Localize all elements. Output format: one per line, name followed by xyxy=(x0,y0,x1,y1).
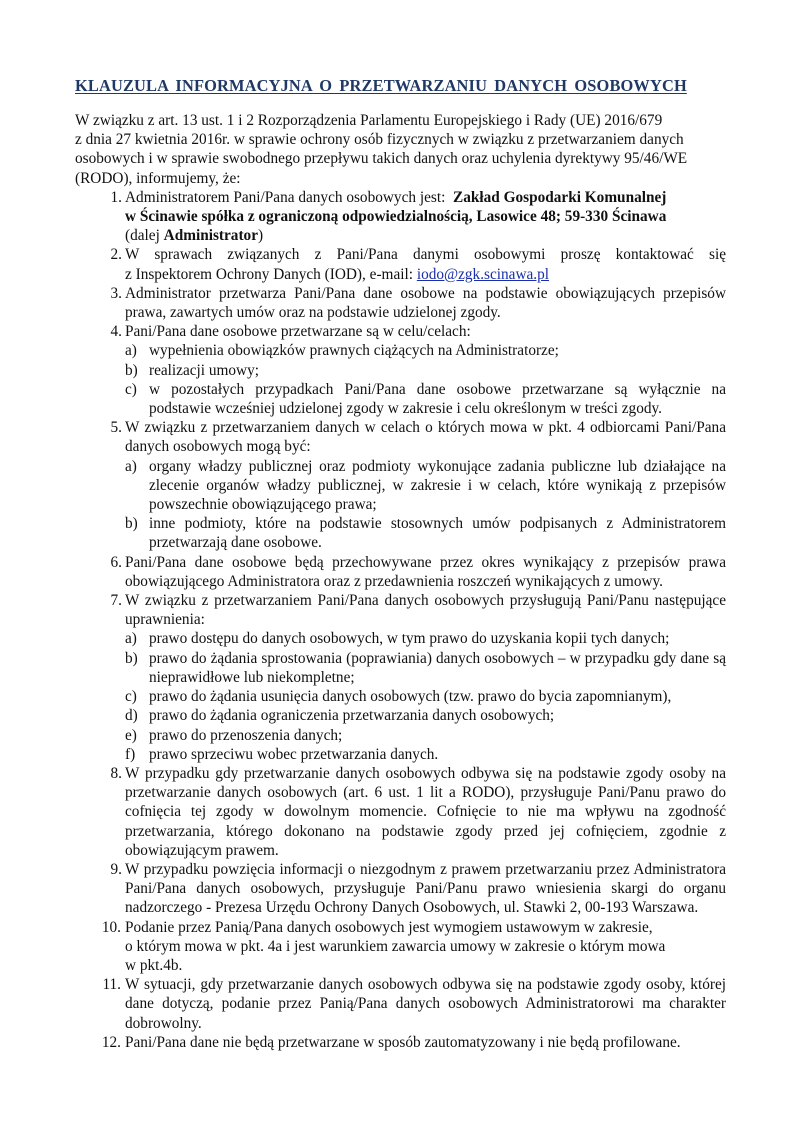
item-line xyxy=(125,188,726,207)
administrator-label: Administratorem Pani/Pana danych osobowych jest: xyxy=(125,188,446,206)
clause-list xyxy=(75,188,726,1052)
sub-item xyxy=(125,629,726,648)
item-number: 2. xyxy=(110,246,122,264)
clause-item-2 xyxy=(75,245,726,283)
sub-item xyxy=(125,457,726,515)
item-number: 10. xyxy=(101,918,121,936)
clause-item-11 xyxy=(75,975,726,1033)
sub-list xyxy=(125,629,726,763)
clause-item-5 xyxy=(75,418,726,552)
sub-item xyxy=(125,745,726,764)
item-line: W sprawach związanych z Pani/Pana danymi osobowymi proszę kontaktować się xyxy=(125,246,726,264)
sub-item xyxy=(125,706,726,725)
item-text: Pani/Pana dane osobowe przetwarzane są w celu/celach: xyxy=(125,323,471,341)
clause-item-6 xyxy=(75,553,726,591)
sub-text: organy władzy publicznej oraz podmioty wykonujące zadania publiczne lub działające na zlecenie organów władzy publicznej, w zakresie i w celach, które wynikają z przepisów powszechnie obowiązującego prawa; xyxy=(149,457,726,514)
sub-text: prawo do żądania ograniczenia przetwarzania danych osobowych; xyxy=(149,707,555,725)
document-title: KLAUZULA INFORMACYJNA O PRZETWARZANIU DANYCH OSOBOWYCH xyxy=(75,76,687,95)
clause-item-12 xyxy=(75,1033,726,1052)
sub-text: prawo sprzeciwu wobec przetwarzania danych. xyxy=(149,745,439,763)
sub-text: prawo dostępu do danych osobowych, w tym prawo do uzyskania kopii tych danych; xyxy=(149,630,670,648)
item-line xyxy=(125,226,726,245)
sub-letter: b) xyxy=(125,361,138,379)
item-line xyxy=(125,265,726,284)
clause-item-4 xyxy=(75,322,726,418)
item-number: 11. xyxy=(102,976,121,994)
sub-letter: c) xyxy=(125,380,137,398)
item-number: 6. xyxy=(110,553,122,571)
sub-text: wypełnienia obowiązków prawnych ciążących na Administratorze; xyxy=(149,342,559,360)
sub-list xyxy=(125,341,726,418)
dalej-prefix: (dalej xyxy=(125,227,164,245)
iod-label: z Inspektorem Ochrony Danych (IOD), e-mail: xyxy=(125,265,417,283)
sub-letter: d) xyxy=(125,707,138,725)
sub-letter: a) xyxy=(125,457,137,475)
item-number: 5. xyxy=(110,419,122,437)
item-text: W przypadku powzięcia informacji o niezgodnym z prawem przetwarzaniu przez Administratora Pani/Pana danych osobowych, przysługuje Pani/Panu prawo wniesienia skargi do organu nadzorczego - Prezesa Urzędu Ochrony Danych Osobowych, ul. Stawki 2, 00-193 Warszawa. xyxy=(125,860,726,917)
company-address: w Ścinawie spółka z ograniczoną odpowiedzialnością, Lasowice 48; 59-330 Ścinawa xyxy=(125,208,667,226)
item-text: Pani/Pana dane nie będą przetwarzane w sposób zautomatyzowany i nie będą profilowane. xyxy=(125,1033,681,1051)
item-text: W związku z przetwarzaniem Pani/Pana danych osobowych przysługują Pani/Panu następujące uprawnienia: xyxy=(125,592,726,629)
sub-letter: a) xyxy=(125,342,137,360)
item-line: Podanie przez Panią/Pana danych osobowych jest wymogiem ustawowym w zakresie, xyxy=(125,918,653,936)
administrator-term: Administrator xyxy=(163,227,258,245)
item-line: o którym mowa w pkt. 4a i jest warunkiem zawarcia umowy w zakresie o którym mowa xyxy=(125,937,666,955)
item-number: 9. xyxy=(110,860,122,878)
sub-letter: a) xyxy=(125,630,137,648)
sub-item xyxy=(125,341,726,360)
intro-line: z dnia 27 kwietnia 2016r. w sprawie ochrony osób fizycznych w związku z przetwarzaniem danych xyxy=(75,131,684,149)
sub-text: w pozostałych przypadkach Pani/Pana dane osobowe przetwarzane są wyłącznie na podstawie wcześniej udzielonej zgody w zakresie i celu określonym w treści zgody. xyxy=(149,380,726,418)
clause-item-1 xyxy=(75,188,726,246)
item-number: 1. xyxy=(110,188,122,206)
company-name: Zakład Gospodarki Komunalnej xyxy=(453,188,667,206)
document-page xyxy=(75,76,726,1052)
intro-line: osobowych i w sprawie swobodnego przepływu takich danych oraz uchylenia dyrektywy 95/46/WE xyxy=(75,150,688,168)
sub-text: prawo do żądania usunięcia danych osobowych (tzw. prawo do bycia zapomnianym), xyxy=(149,688,672,706)
dalej-suffix: ) xyxy=(257,227,264,245)
clause-item-7 xyxy=(75,591,726,764)
sub-text: realizacji umowy; xyxy=(149,361,260,379)
intro-line: W związku z art. 13 ust. 1 i 2 Rozporządzenia Parlamentu Europejskiego i Rady (UE) 2016/679 xyxy=(75,112,663,129)
clause-item-3 xyxy=(75,284,726,322)
sub-letter: b) xyxy=(125,515,138,533)
item-number: 8. xyxy=(110,764,122,782)
sub-item xyxy=(125,380,726,418)
sub-letter: c) xyxy=(125,688,137,706)
clause-item-9 xyxy=(75,860,726,918)
sub-item xyxy=(125,514,726,552)
intro-line: (RODO), informujemy, że: xyxy=(75,169,241,187)
sub-list xyxy=(125,457,726,553)
item-line: w pkt.4b. xyxy=(125,956,183,974)
item-text: Pani/Pana dane osobowe będą przechowywane przez okres wynikający z przepisów prawa obowiązującego Administratora oraz z przedawnienia roszczeń wynikających z umowy. xyxy=(125,553,726,590)
item-text: W przypadku gdy przetwarzanie danych osobowych odbywa się na podstawie zgody osoby na przetwarzanie danych osobowych (art. 6 ust. 1 lit a RODO), przysługuje Pani/Panu prawo do cofnięcia tej zgody w dowolnym momencie. Cofnięcie to nie ma wpływu na zgodność przetwarzania, którego dokonano na podstawie zgody przed jej cofnięciem, zgodnie z obowiązującym prawem. xyxy=(125,764,726,859)
sub-letter: f) xyxy=(125,745,136,763)
sub-text: prawo do przenoszenia danych; xyxy=(149,726,343,744)
sub-text: inne podmioty, które na podstawie stosownych umów podpisanych z Administratorem przetwarzają dane osobowe. xyxy=(149,515,726,552)
sub-item xyxy=(125,649,726,687)
item-text: W związku z przetwarzaniem danych w celach o których mowa w pkt. 4 odbiorcami Pani/Pana danych osobowych mogą być: xyxy=(125,419,726,456)
intro-paragraph xyxy=(75,111,726,188)
sub-letter: b) xyxy=(125,649,138,667)
item-number: 4. xyxy=(110,323,122,341)
clause-item-10 xyxy=(75,918,726,976)
sub-item xyxy=(125,361,726,380)
sub-text: prawo do żądania sprostowania (poprawiania) danych osobowych – w przypadku gdy dane są nieprawidłowe lub niekompletne; xyxy=(149,649,726,686)
sub-item xyxy=(125,726,726,745)
clause-item-8 xyxy=(75,764,726,860)
item-number: 7. xyxy=(110,592,122,610)
sub-letter: e) xyxy=(125,726,137,744)
iod-email-link[interactable]: iodo@zgk.scinawa.pl xyxy=(416,265,550,283)
item-number: 12. xyxy=(101,1033,121,1051)
item-text: W sytuacji, gdy przetwarzanie danych osobowych odbywa się na podstawie zgody osoby, której dane dotyczą, podanie przez Panią/Pana danych osobowych Administratorowi ma charakter dobrowolny. xyxy=(125,976,726,1032)
item-number: 3. xyxy=(110,284,122,302)
sub-item xyxy=(125,687,726,706)
item-text: Administrator przetwarza Pani/Pana dane osobowe na podstawie obowiązujących przepisów prawa, zawartych umów oraz na podstawie udzielonej zgody. xyxy=(125,284,726,322)
